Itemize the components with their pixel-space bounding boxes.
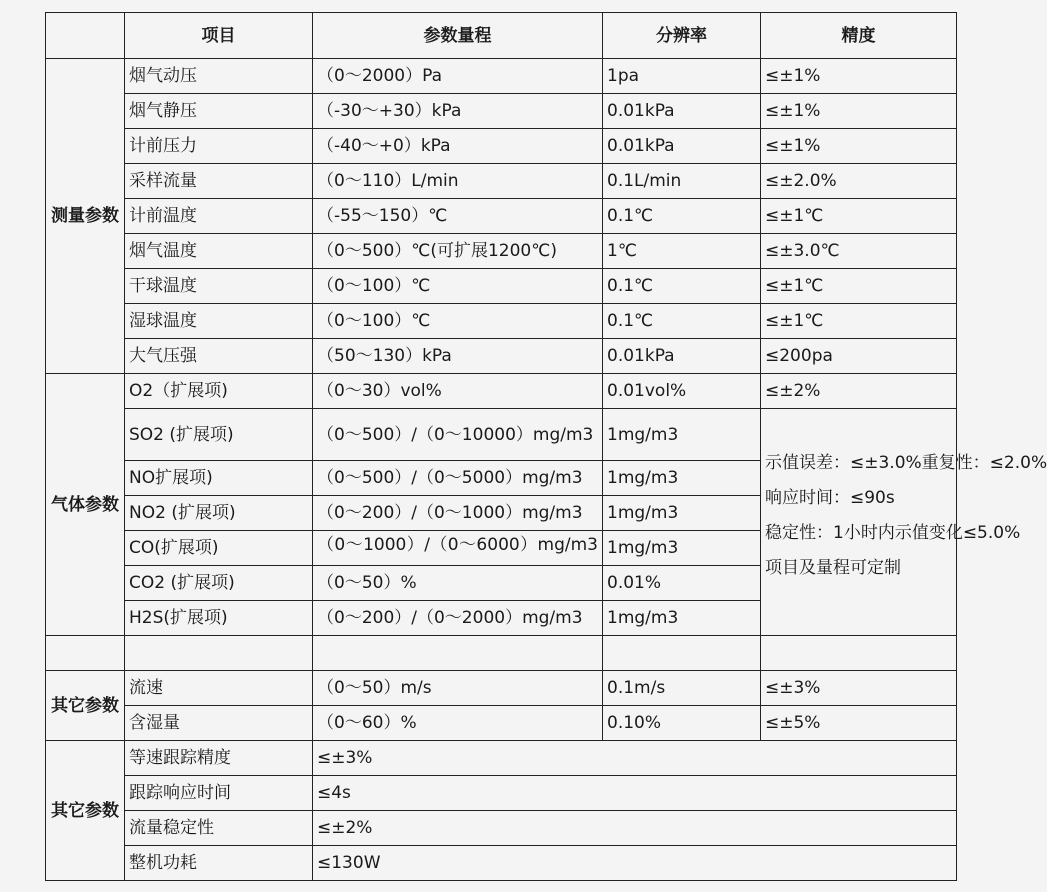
cell-item: 流速: [125, 671, 313, 706]
cell-item: 采样流量: [125, 164, 313, 199]
cell-item: 干球温度: [125, 269, 313, 304]
cell-value: ≤130W: [313, 846, 957, 881]
cell-resolution: 1mg/m3: [603, 531, 761, 566]
cell-resolution: 0.01%: [603, 566, 761, 601]
cell-range: （0～100）℃: [313, 269, 603, 304]
cell-item: NO扩展项): [125, 461, 313, 496]
cell-resolution: 1mg/m3: [603, 601, 761, 636]
cell-range: （0～500）/（0～5000）mg/m3: [313, 461, 603, 496]
table-row: [46, 94, 957, 129]
cell-range-text: （0～1000）/（0～6000）mg/m3: [317, 535, 598, 555]
cell-resolution: 0.1L/min: [603, 164, 761, 199]
header-corner: [46, 13, 125, 59]
cell-accuracy: ≤±1℃: [761, 269, 957, 304]
table-row: [46, 671, 957, 706]
table-row-empty: [46, 636, 957, 671]
cell-item: 烟气静压: [125, 94, 313, 129]
cell-range: （-55～150）℃: [313, 199, 603, 234]
cell-empty: [603, 636, 761, 671]
cell-resolution: 1mg/m3: [603, 496, 761, 531]
table-row: [46, 59, 957, 94]
table-row: [46, 164, 957, 199]
cell-accuracy: ≤200pa: [761, 339, 957, 374]
cell-range: （50～130）kPa: [313, 339, 603, 374]
table-row: [46, 374, 957, 409]
cell-resolution: 0.1℃: [603, 269, 761, 304]
gas-accuracy-response: 响应时间：≤90s: [765, 488, 895, 508]
cell-resolution: 1pa: [603, 59, 761, 94]
table-row: [46, 199, 957, 234]
cell-range: （0～50）%: [313, 566, 603, 601]
cell-range: （0～200）/（0～2000）mg/m3: [313, 601, 603, 636]
cell-gas-accuracy: [761, 409, 1047, 636]
cell-item: 等速跟踪精度: [125, 741, 313, 776]
header-range: 参数量程: [313, 13, 603, 59]
header-resolution: 分辨率: [603, 13, 761, 59]
table-row: [46, 129, 957, 164]
cell-item: 烟气动压: [125, 59, 313, 94]
cell-accuracy: ≤±1℃: [761, 304, 957, 339]
cell-resolution: 0.01kPa: [603, 129, 761, 164]
cell-item: SO2 (扩展项): [125, 409, 313, 461]
cell-item: 跟踪响应时间: [125, 776, 313, 811]
table-row: [46, 409, 957, 461]
gas-accuracy-custom: 项目及量程可定制: [765, 558, 901, 578]
gas-accuracy-stability: 稳定性：1小时内示值变化≤5.0%: [765, 523, 1021, 543]
cell-item: O2（扩展项): [125, 374, 313, 409]
cell-item: 计前压力: [125, 129, 313, 164]
cell-item: H2S(扩展项): [125, 601, 313, 636]
table-row: [46, 776, 957, 811]
cell-accuracy: ≤±3%: [761, 671, 957, 706]
cell-resolution: 0.01vol%: [603, 374, 761, 409]
cell-value: ≤4s: [313, 776, 957, 811]
cell-accuracy: ≤±1℃: [761, 199, 957, 234]
cell-resolution: 0.1m/s: [603, 671, 761, 706]
cell-item: 大气压强: [125, 339, 313, 374]
cell-accuracy: ≤±2.0%: [761, 164, 957, 199]
cell-value: ≤±2%: [313, 811, 957, 846]
cell-item: 含湿量: [125, 706, 313, 741]
cell-item: NO2 (扩展项): [125, 496, 313, 531]
table-row: [46, 846, 957, 881]
cell-resolution: 0.1℃: [603, 199, 761, 234]
cell-range: （0～50）m/s: [313, 671, 603, 706]
cell-empty: [46, 636, 125, 671]
cell-resolution: 1℃: [603, 234, 761, 269]
spec-table: [45, 12, 1047, 881]
cell-range: （0～200）/（0～1000）mg/m3: [313, 496, 603, 531]
cell-range: （-30～+30）kPa: [313, 94, 603, 129]
cell-empty: [761, 636, 957, 671]
cell-range: （0～30）vol%: [313, 374, 603, 409]
cell-item: 整机功耗: [125, 846, 313, 881]
table-row: [46, 706, 957, 741]
cell-accuracy: ≤±1%: [761, 59, 957, 94]
header-item: 项目: [125, 13, 313, 59]
cell-resolution: 1mg/m3: [603, 461, 761, 496]
group-other-1: 其它参数: [46, 671, 125, 741]
cell-empty: [313, 636, 603, 671]
cell-resolution: 0.10%: [603, 706, 761, 741]
cell-range: （0～500）/（0～10000）mg/m3: [313, 409, 603, 461]
cell-resolution: 0.01kPa: [603, 339, 761, 374]
cell-range: [313, 531, 603, 566]
group-measure: 测量参数: [46, 59, 125, 374]
cell-item: 计前温度: [125, 199, 313, 234]
cell-range: （0～110）L/min: [313, 164, 603, 199]
cell-range: （0～60）%: [313, 706, 603, 741]
table-row: [46, 339, 957, 374]
cell-accuracy: ≤±1%: [761, 94, 957, 129]
cell-accuracy: ≤±1%: [761, 129, 957, 164]
cell-item: CO(扩展项): [125, 531, 313, 566]
cell-range: （-40～+0）kPa: [313, 129, 603, 164]
cell-range: （0～500）℃(可扩展1200℃): [313, 234, 603, 269]
cell-accuracy: ≤±3.0℃: [761, 234, 957, 269]
cell-accuracy: ≤±2%: [761, 374, 957, 409]
cell-range: （0～100）℃: [313, 304, 603, 339]
cell-accuracy: ≤±5%: [761, 706, 957, 741]
cell-item: 湿球温度: [125, 304, 313, 339]
table-row: [46, 811, 957, 846]
header-accuracy: 精度: [761, 13, 957, 59]
cell-resolution: 0.1℃: [603, 304, 761, 339]
cell-resolution: 0.01kPa: [603, 94, 761, 129]
table-row: [46, 304, 957, 339]
cell-range: （0～2000）Pa: [313, 59, 603, 94]
gas-accuracy-error: 示值误差：≤±3.0%重复性：≤2.0%: [765, 453, 1047, 473]
cell-item: CO2 (扩展项): [125, 566, 313, 601]
cell-value: ≤±3%: [313, 741, 957, 776]
cell-item: 烟气温度: [125, 234, 313, 269]
cell-resolution: 1mg/m3: [603, 409, 761, 461]
group-gas: 气体参数: [46, 374, 125, 636]
cell-empty: [125, 636, 313, 671]
group-other-2: 其它参数: [46, 741, 125, 881]
header-row: [46, 13, 957, 59]
cell-item: 流量稳定性: [125, 811, 313, 846]
table-row: [46, 741, 957, 776]
table-row: [46, 234, 957, 269]
table-row: [46, 269, 957, 304]
